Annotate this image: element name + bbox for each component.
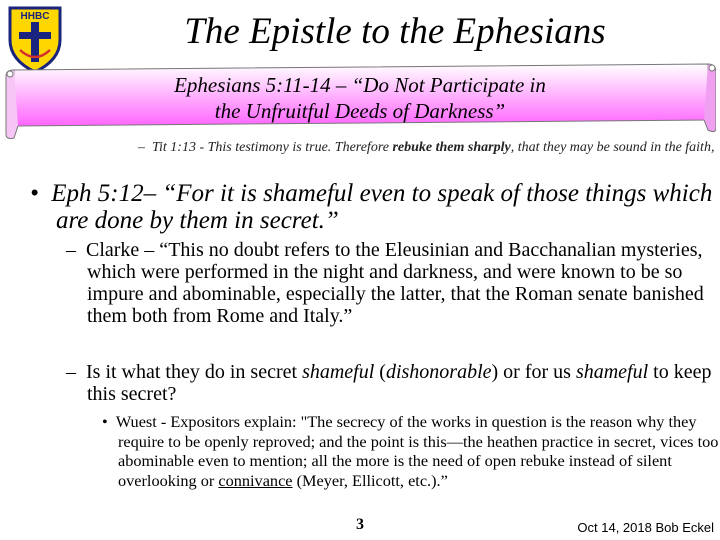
clarke-quote: – Clarke – “This no doubt refers to the Eleusinian and Bacchanalian mysteries, which were performed in the night and darkness, and were known to be so impure and abominable, especially the latter, that the Roman senate banished them both from Rome and Italy.” (66, 239, 704, 327)
logo-text: HHBC (20, 11, 50, 22)
banner-line-1: Ephesians 5:11-14 – “Do Not Participate in (174, 73, 546, 97)
bold-phrase: rebuke them sharply (392, 140, 511, 155)
banner-heading (40, 72, 680, 124)
main-bullet (30, 180, 720, 234)
secret-question: – Is it what they do in secret shameful (dishonorable) or for us shameful to keep this secret? (66, 361, 712, 405)
dash-marker: – (138, 140, 145, 155)
main-bullet-text: Eph 5:12– “For it is shameful even to speak of those things which are done by them in secret.” (51, 180, 713, 234)
page-title: The Epistle to the Ephesians (184, 11, 606, 52)
bullet-marker: • (30, 180, 39, 207)
banner-line-2: the Unfruitful Deeds of Darkness” (214, 99, 506, 123)
footer-date-author: Oct 14, 2018 Bob Eckel (577, 520, 714, 535)
wuest-quote: • Wuest - Expositors explain: "The secrecy of the works in question is the reason why they require to be openly reproved; and the point is this—the heathen practice in secret, vices too abominable even to mention; all the more is the need of open rebuke instead of silent overlooking or connivance (Meyer, Ellicott, etc.).” (102, 412, 719, 490)
titus-reference: – Tit 1:13 - This testimony is true. Therefore rebuke them sharply, that they may be sound in the faith, (138, 140, 715, 155)
page-number: 3 (356, 516, 364, 533)
underlined-word: connivance (218, 470, 293, 490)
